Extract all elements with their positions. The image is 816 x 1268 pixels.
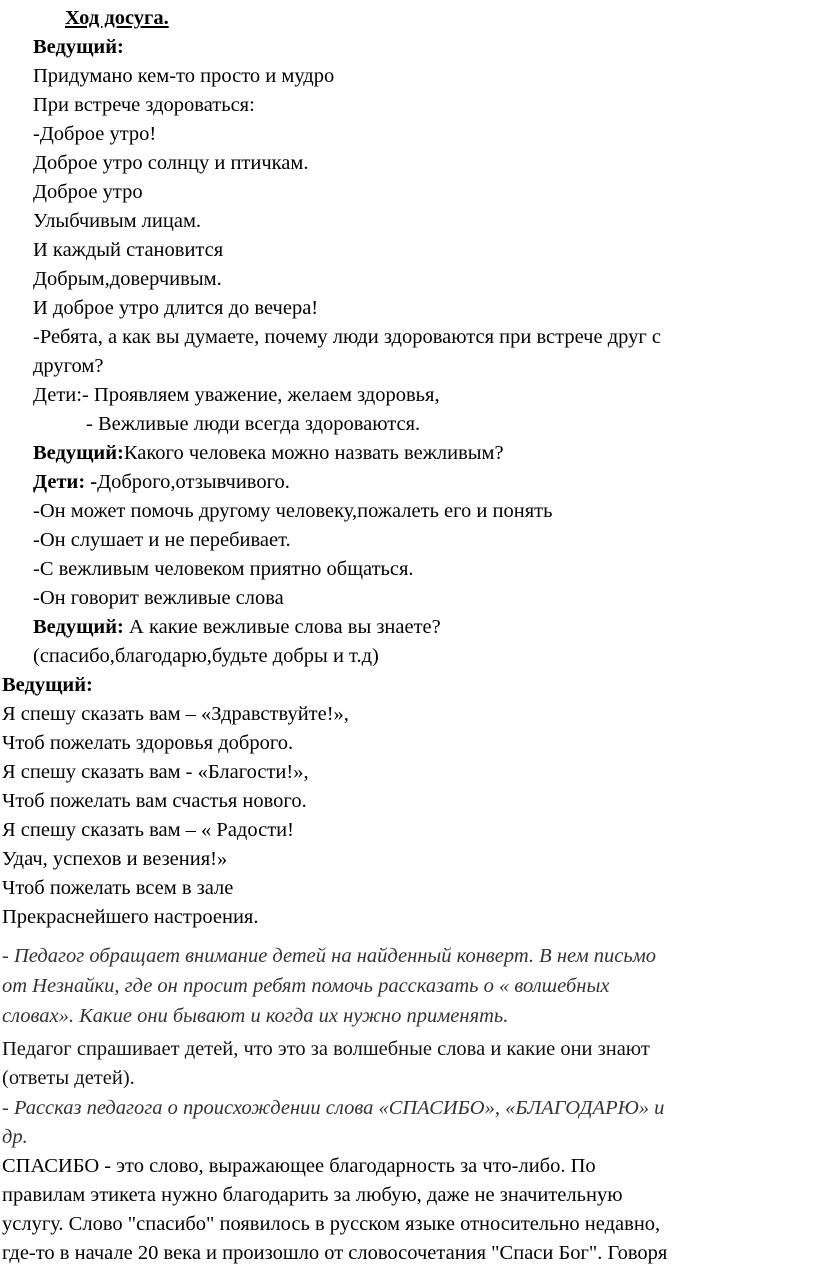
question-line: -Ребята, а как вы думаете, почему люди здороваются при встрече друг с: [33, 326, 661, 348]
poem-line: И каждый становится: [33, 239, 224, 261]
page-title: Ход досуга.: [65, 7, 169, 29]
children-answer: [33, 468, 290, 497]
note-dash: -: [2, 945, 14, 967]
leader-label: Ведущий:: [33, 616, 124, 638]
story-note-line: др.: [2, 1126, 28, 1148]
poem-line: Придумано кем-то просто и мудро: [33, 65, 335, 87]
poem-line: Я спешу сказать вам – «Здравствуйте!»,: [2, 703, 349, 725]
note-dash: -: [2, 1097, 14, 1119]
leader-question: [33, 439, 504, 468]
spasibo-paragraph-line: услугу. Слово "спасибо" появилось в русском языке относительно недавно,: [2, 1213, 661, 1235]
leader-question: [33, 613, 441, 642]
children-label: Дети: -: [33, 471, 98, 493]
poem-line: Я спешу сказать вам - «Благости!»,: [2, 761, 309, 783]
leader-text: Какого человека можно назвать вежливым?: [123, 442, 504, 464]
poem-line: Я спешу сказать вам – « Радости!: [2, 819, 294, 841]
poem-line: Улыбчивым лицам.: [33, 210, 202, 232]
poem-line: -Доброе утро!: [33, 123, 157, 145]
leader-label: Ведущий:: [2, 674, 93, 696]
children-answer: Дети:- Проявляем уважение, желаем здоровья,: [33, 384, 440, 406]
story-note-line: [2, 1094, 664, 1123]
note-text: Педагог обращает внимание детей на найденный конверт. В нем письмо: [13, 945, 657, 967]
teacher-question-line: (ответы детей).: [2, 1067, 135, 1089]
poem-line: Прекраснейшего настроения.: [2, 906, 259, 928]
teacher-note-line: [2, 942, 656, 971]
poem-line: Чтоб пожелать здоровья доброго.: [2, 732, 294, 754]
teacher-note-line: словах». Какие они бывают и когда их нужно применять.: [2, 1005, 509, 1027]
spasibo-paragraph-line: где-то в начале 20 века и произошло от словосочетания "Спаси Бог". Говоря: [2, 1242, 668, 1264]
answer-line: -Он может помочь другому человеку,пожалеть его и понять: [33, 500, 553, 522]
leader-label: Ведущий:: [33, 442, 124, 464]
answer-line: -С вежливым человеком приятно общаться.: [33, 558, 414, 580]
poem-line: Чтоб пожелать вам счастья нового.: [2, 790, 307, 812]
poem-line: При встрече здороваться:: [33, 94, 255, 116]
note-text: Рассказ педагога о происхождении слова «СПАСИБО», «БЛАГОДАРЮ» и: [13, 1097, 665, 1119]
poem-line: И доброе утро длится до вечера!: [33, 297, 319, 319]
teacher-question-line: Педагог спрашивает детей, что это за волшебные слова и какие они знают: [2, 1038, 650, 1060]
spasibo-paragraph-line: правилам этикета нужно благодарить за любую, даже не значительную: [2, 1184, 623, 1206]
examples-line: (спасибо,благодарю,будьте добры и т.д): [33, 645, 379, 667]
poem-line: Удач, успехов и везения!»: [2, 848, 228, 870]
answer-line: -Он говорит вежливые слова: [33, 587, 284, 609]
teacher-note-line: от Незнайки, где он просит ребят помочь рассказать о « волшебных: [2, 975, 610, 997]
spasibo-paragraph-line: СПАСИБО - это слово, выражающее благодарность за что-либо. По: [2, 1155, 596, 1177]
poem-line: Чтоб пожелать всем в зале: [2, 877, 234, 899]
leader-text: А какие вежливые слова вы знаете?: [123, 616, 441, 638]
question-line: другом?: [33, 355, 104, 377]
poem-line: Добрым,доверчивым.: [33, 268, 222, 290]
leader-label: Ведущий:: [33, 36, 124, 58]
poem-line: Доброе утро солнцу и птичкам.: [33, 152, 309, 174]
answer-line: -Он слушает и не перебивает.: [33, 529, 291, 551]
poem-line: Доброе утро: [33, 181, 143, 203]
children-answer: - Вежливые люди всегда здороваются.: [86, 413, 421, 435]
children-text: Доброго,отзывчивого.: [97, 471, 290, 493]
